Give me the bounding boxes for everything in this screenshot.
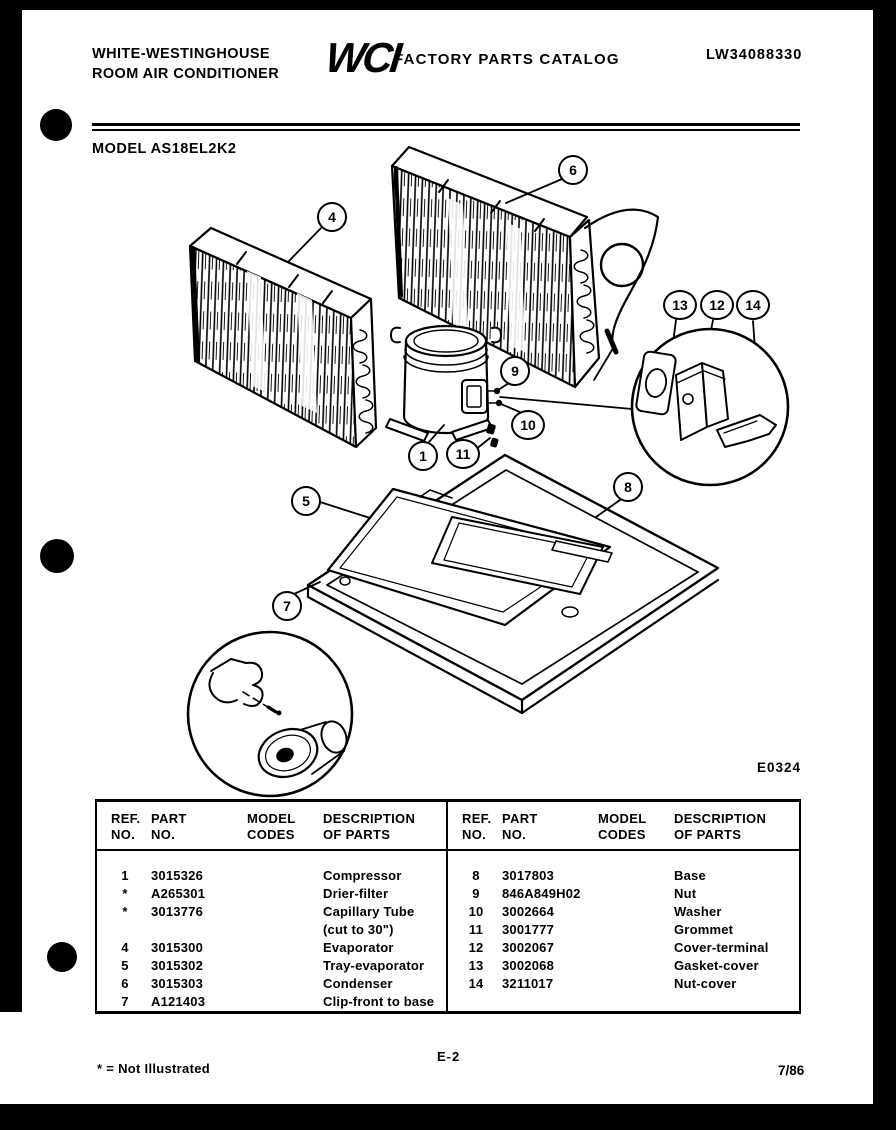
callout-12: 12 bbox=[700, 290, 734, 320]
callout-7: 7 bbox=[272, 591, 302, 621]
callout-4: 4 bbox=[317, 202, 347, 232]
table-row: 10 3002664 Washer bbox=[468, 904, 722, 919]
model-number: MODEL AS18EL2K2 bbox=[92, 141, 237, 157]
table-row: 11 3001777 Grommet bbox=[468, 922, 734, 937]
callout-1: 1 bbox=[408, 441, 438, 471]
table-row: 4 3015300 Evaporator bbox=[121, 940, 394, 955]
figure-code: E0324 bbox=[757, 760, 802, 775]
evaporator-coil-drawing bbox=[190, 228, 376, 447]
clip-grommet-detail-circle bbox=[188, 632, 352, 796]
table-row: 14 3211017 Nut-cover bbox=[468, 976, 737, 991]
date-code: 7/86 bbox=[778, 1063, 805, 1078]
callout-11: 11 bbox=[446, 439, 480, 469]
table-row: 6 3015303 Condenser bbox=[121, 976, 393, 991]
callout-13: 13 bbox=[663, 290, 697, 320]
table-row: 1 3015326 Compressor bbox=[121, 868, 402, 883]
compressor-drawing bbox=[386, 326, 502, 448]
document-number: LW34088330 bbox=[706, 47, 803, 63]
brand-line-1: WHITE-WESTINGHOUSE bbox=[92, 46, 270, 62]
terminal-detail-circle bbox=[632, 329, 788, 485]
page-number: E-2 bbox=[437, 1049, 461, 1064]
parts-table-left bbox=[97, 802, 448, 1011]
table-row: 13 3002068 Gasket-cover bbox=[468, 958, 759, 973]
table-row: 5 3015302 Tray-evaporator bbox=[121, 958, 425, 973]
table-row: * 3013776 Capillary Tube (cut to 30") bbox=[122, 904, 415, 937]
table-header: REF. NO. PART NO. MODEL CODES DESCRIPTION OF PARTS bbox=[448, 802, 799, 851]
callout-5: 5 bbox=[291, 486, 321, 516]
catalog-title: FACTORY PARTS CATALOG bbox=[394, 51, 620, 68]
table-row: 7 A121403 Clip-front to base bbox=[121, 994, 435, 1009]
table-row: * A265301 Drier-filter bbox=[122, 886, 389, 901]
table-row: 12 3002067 Cover-terminal bbox=[468, 940, 769, 955]
parts-table-right bbox=[448, 802, 799, 1011]
callout-6: 6 bbox=[558, 155, 588, 185]
callout-9: 9 bbox=[500, 356, 530, 386]
callout-14: 14 bbox=[736, 290, 770, 320]
parts-table bbox=[95, 799, 801, 1014]
table-row: 9 846A849H02 Nut bbox=[472, 886, 697, 901]
table-header: REF. NO. PART NO. MODEL CODES DESCRIPTION OF PARTS bbox=[97, 802, 446, 851]
callout-8: 8 bbox=[613, 472, 643, 502]
brand-line-2: ROOM AIR CONDITIONER bbox=[92, 66, 280, 82]
table-row: 8 3017803 Base bbox=[472, 868, 706, 883]
callout-10: 10 bbox=[511, 410, 545, 440]
wci-logo: WCI bbox=[323, 34, 402, 81]
not-illustrated-note: * = Not Illustrated bbox=[97, 1061, 210, 1076]
